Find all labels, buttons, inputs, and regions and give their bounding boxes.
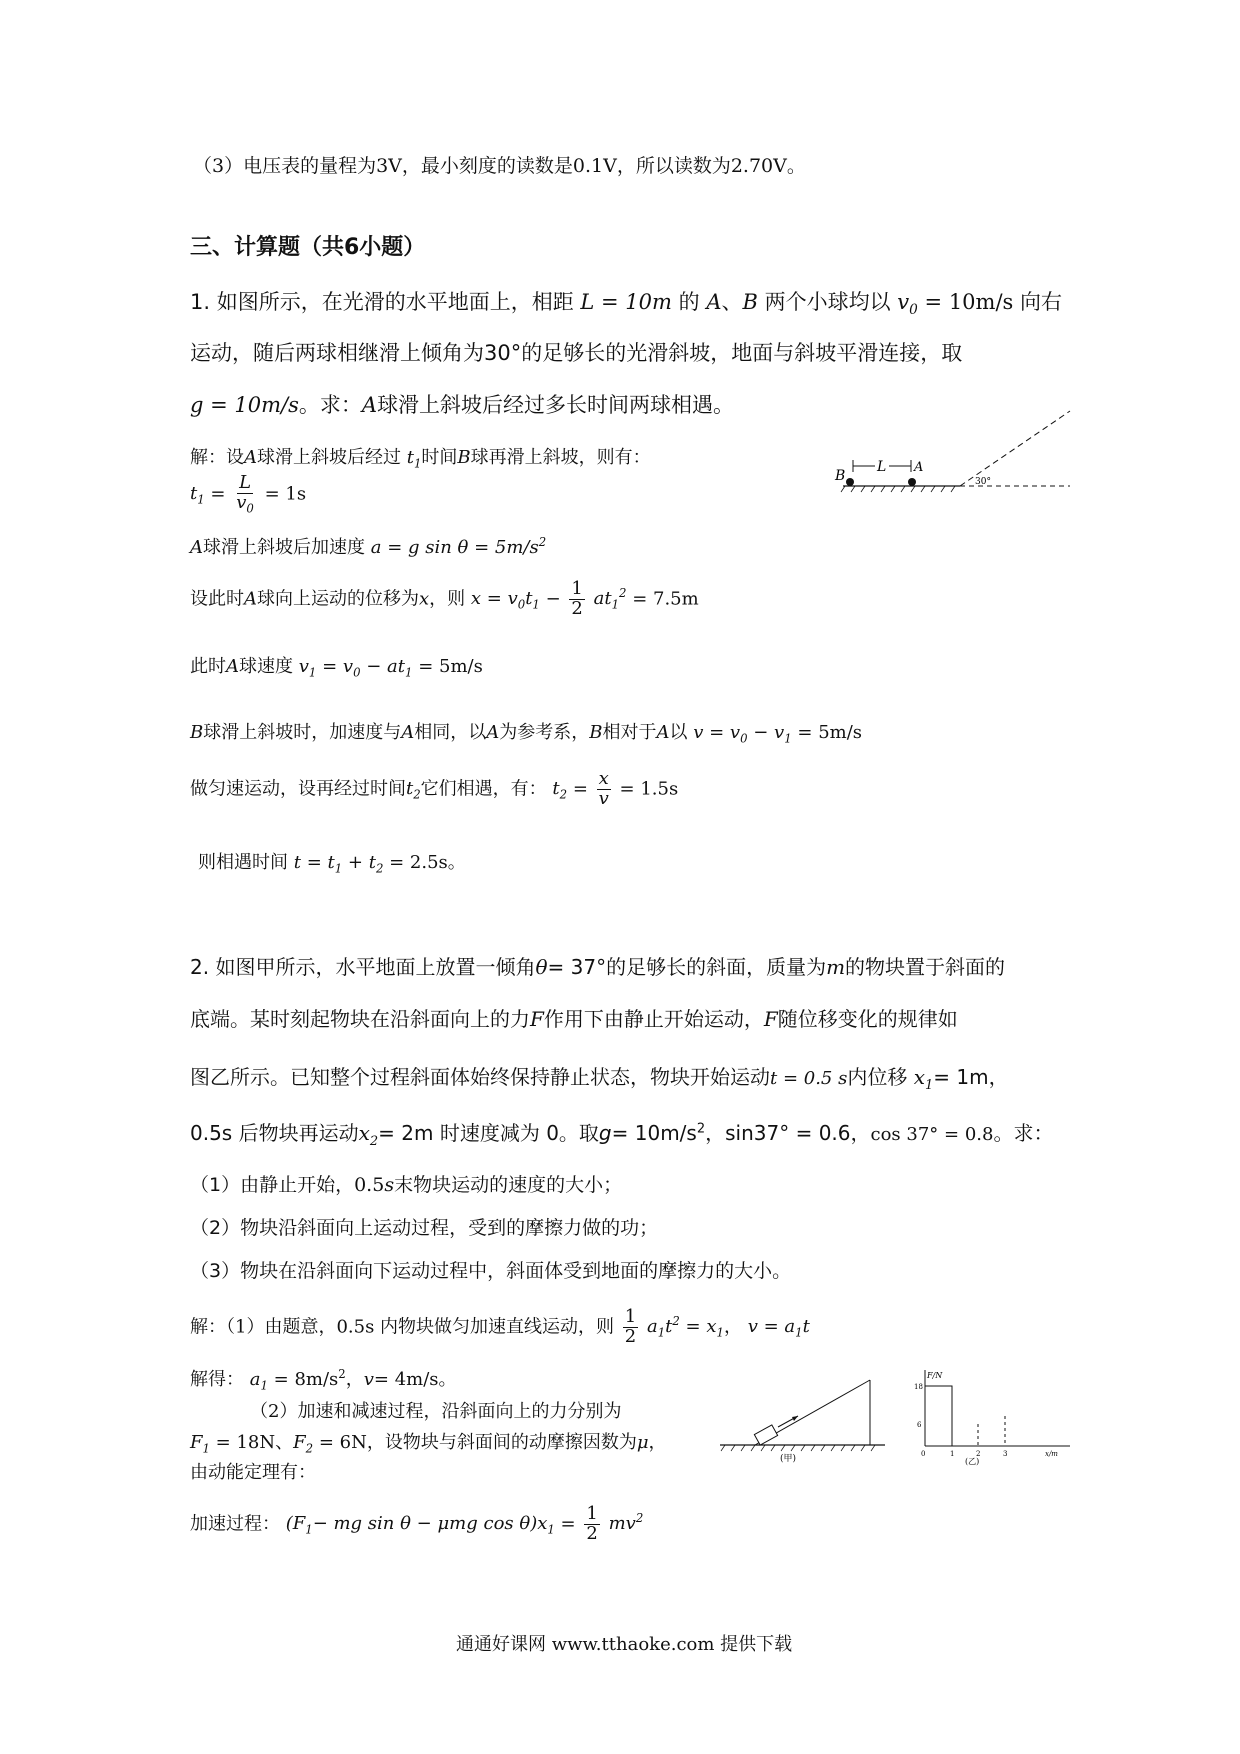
problem-2-line-4: 0.5s 后物块再运动$x_2= 2m$ 时速度减为 0。取$g= 10m/s^2$，sin37° = 0.6，cos 37° = 0.8。求： [190,1121,1054,1149]
solution-2-line-6: 加速过程： ($F_1-$ mg sin θ − μmg $\cos \theta)x_1$ = $\frac{1}{2}$ $mv^2$ [190,1503,644,1544]
problem-2-line-3: 图乙所示。已知整个过程斜面体始终保持静止状态，物块开始运动t = 0.5 s内位移 $x_1= 1m$， [190,1065,1009,1093]
label-angle: 30° [975,477,991,487]
ground-hatch [721,1445,875,1451]
label-xm: x/m [1045,1450,1058,1458]
solution-1-line-4: 设此时A球向上运动的位移为x，则 $x = v_0t_1$ − $\frac{1}{2}$ $at_1^2 = 7.5m$ [190,578,699,619]
solution-2-line-3: （2）加速和减速过程，沿斜面向上的力分别为 [250,1401,622,1422]
label-a: A [914,460,924,475]
problem-1-line-2: 运动，随后两球相继滑上倾角为30°的足够长的光滑斜坡，地面与斜坡平滑连接，取 [190,341,963,365]
question-3: （3）物块在沿斜面向下运动过程中，斜面体受到地面的摩擦力的大小。 [190,1260,792,1282]
problem-2-line-2: 底端。某时刻起物块在沿斜面向上的力F作用下由静止开始运动，F随位移变化的规律如 [190,1007,958,1031]
solution-1-line-2: $t_1$ = $\frac{L}{v_0}$ = 1s [190,472,307,516]
solution-1-line-1: 解：设A球滑上斜坡后经过 $t_1$时间B球再滑上斜坡，则有： [190,447,651,471]
problem-1-line-1: 1. 如图所示，在光滑的水平地面上，相距 L = 10m 的 A、B 两个小球均以 $v_0 = 10m/s$ 向右 [190,290,1062,319]
solution-1-line-5: 此时A球速度 $v_1 = v_0 - at_1 = 5m/s$ [190,656,483,680]
figure-2-jia-incline [720,1375,900,1465]
problem-1-line-3: g = 10m/s。求：A球滑上斜坡后经过多长时间两球相遇。 [190,393,735,417]
solution-1-line-7: 做匀速运动，设再经过时间$t_2$它们相遇，有： $t_2$ = $\frac{x}{v}$ = 1.5s [190,768,679,809]
figure-2-yi-force-graph [905,1368,1075,1466]
problem-2-line-1: 2. 如图甲所示，水平地面上放置一倾角θ= 37°的足够长的斜面，质量为m的物块置于斜面的 [190,955,1006,979]
label-b: B [835,468,846,484]
tick-18: 18 [914,1383,923,1391]
label-fn: F/N [927,1371,943,1380]
section-title: 三、计算题（共6小题） [190,235,426,260]
tick-6: 6 [917,1421,922,1429]
solution-2-line-4: $F_1 = 18N$、$F_2 = 6N$，设物块与斜面间的动摩擦因数为μ， [190,1432,667,1456]
force-segment-1 [925,1386,952,1446]
tick-0: 0 [921,1450,926,1458]
tick-1: 1 [950,1450,955,1458]
ball-b [846,478,854,486]
incline-line [960,411,1070,486]
solution-2-line-2: 解得： $a_1 = 8m/s^2$，v= 4m/s。 [190,1367,457,1393]
ground-hatch [841,486,955,492]
block [754,1425,777,1445]
ball-a [908,478,916,486]
tick-3: 3 [1003,1450,1008,1458]
figure-1-slope [825,408,1075,493]
solution-2-line-5: 由动能定理有： [190,1462,316,1483]
page-footer: 通通好课网 www.tthaoke.com 提供下载 [456,1634,793,1655]
solution-1-line-3: A球滑上斜坡后加速度 a = g $\sin \theta = 5m/s^2$ [190,535,547,558]
solution-1-line-6: B球滑上斜坡时，加速度与A相同，以A为参考系，B相对于A以 $v = v_0 - v_1 = 5m/s$ [190,722,863,746]
answer-part-3: （3）电压表的量程为3V，最小刻度的读数是0.1V，所以读数为2.70V。 [193,155,806,177]
solution-1-line-8: 则相遇时间 $t = t_1 + t_2 = 2.5s$。 [198,852,466,876]
label-yi: (乙) [965,1457,980,1466]
tick-2: 2 [976,1450,981,1458]
question-1: （1）由静止开始，0.5s末物块运动的速度的大小； [190,1174,623,1196]
solution-2-line-1: 解：（1）由题意，0.5s 内物块做匀加速直线运动，则 $\frac{1}{2}$ $a_1t^2 = x_1$， $v = a_1t$ [190,1306,810,1347]
label-l: L [877,459,887,475]
question-2: （2）物块沿斜面向上运动过程，受到的摩擦力做的功； [190,1217,659,1239]
label-jia: (甲) [780,1454,797,1464]
